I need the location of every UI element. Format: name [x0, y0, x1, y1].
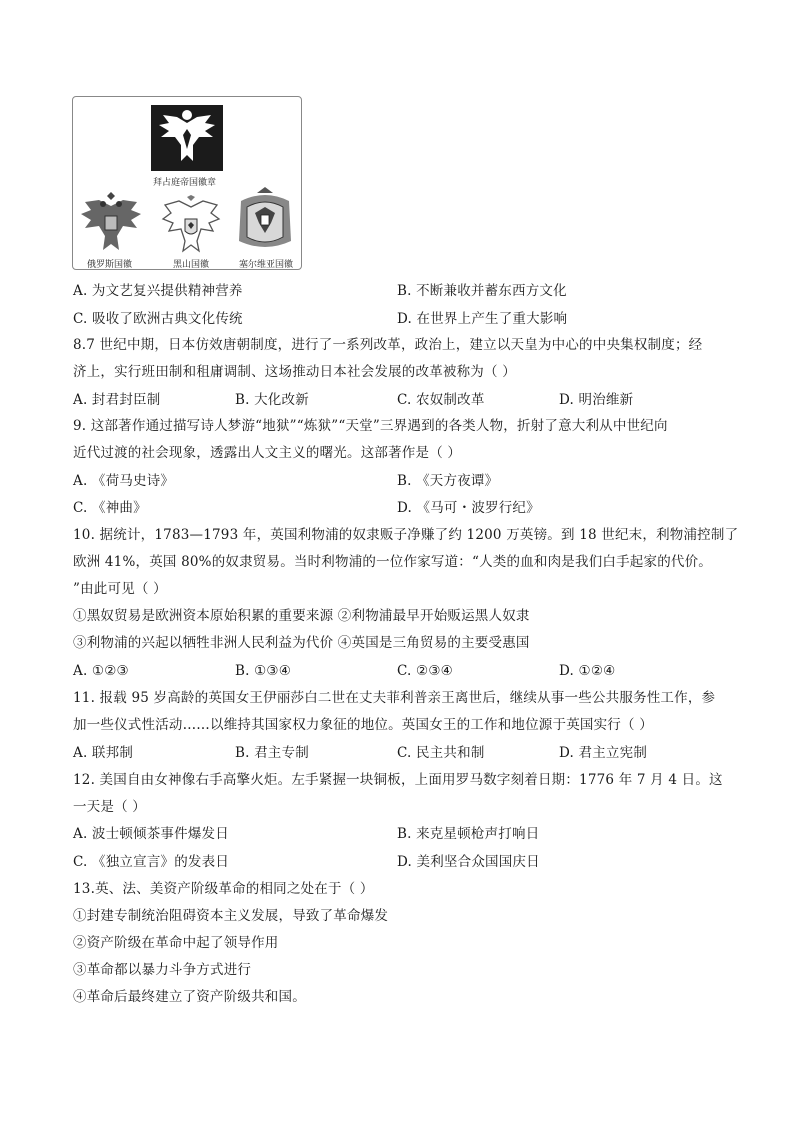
- q13-statement-3: ③革命都以暴力斗争方式进行: [73, 962, 252, 978]
- q11-stem-line-1: 11. 报载 95 岁高龄的英国女王伊丽莎白二世在丈夫菲利普亲王离世后，继续从事一些公共服务性工作，参: [73, 690, 716, 706]
- q11-option-d: D. 君主立宪制: [559, 745, 648, 761]
- q10-statement-line-2: ③利物浦的兴起以牺牲非洲人民利益为代价 ④英国是三角贸易的主要受惠国: [73, 635, 530, 651]
- q7-option-c: C. 吸收了欧洲古典文化传统: [73, 311, 243, 327]
- q8-stem-line-2: 济上，实行班田制和租庸调制、这场推动日本社会发展的改革被称为（ ）: [73, 364, 516, 380]
- q13-statement-2: ②资产阶级在革命中起了领导作用: [73, 935, 279, 951]
- q12-stem-line-2: 一天是（ ）: [73, 799, 146, 815]
- q11-option-c: C. 民主共和制: [397, 745, 485, 761]
- caption-montenegro: 黑山国徽: [173, 260, 210, 270]
- q9-option-d: D. 《马可・波罗行纪》: [397, 500, 540, 516]
- q12-option-c: C. 《独立宣言》的发表日: [73, 854, 230, 870]
- q12-option-d: D. 美利坚合众国国庆日: [397, 854, 540, 870]
- caption-russia: 俄罗斯国徽: [87, 260, 133, 270]
- q10-stem-line-1: 10. 据统计，1783—1793 年，英国利物浦的奴隶贩子净赚了约 1200 万英镑。到 18 世纪末，利物浦控制了: [73, 527, 739, 543]
- q11-option-a: A. 联邦制: [73, 745, 134, 761]
- q13-statement-4: ④革命后最终建立了资产阶级共和国。: [73, 989, 306, 1005]
- q7-option-a: A. 为文艺复兴提供精神营养: [73, 283, 243, 299]
- q10-stem-line-3: ”由此可见（ ）: [73, 581, 167, 597]
- q7-option-b: B. 不断兼收并蓄东西方文化: [397, 283, 567, 299]
- q10-statement-line-1: ①黑奴贸易是欧洲资本原始积累的重要来源 ②利物浦最早开始贩运黑人奴隶: [73, 608, 530, 624]
- q9-stem-line-1: 9. 这部著作通过描写诗人梦游“地狱”“炼狱”“天堂”三界遇到的各类人物，折射了意大利从中世纪向: [73, 418, 668, 434]
- q8-stem-line-1: 8.7 世纪中期，日本仿效唐朝制度，进行了一系列改革，政治上，建立以天皇为中心的中央集权制度；经: [73, 337, 703, 353]
- montenegro-coat-of-arms-icon: [161, 195, 221, 253]
- q9-option-b: B. 《天方夜谭》: [397, 473, 499, 489]
- q7-option-d: D. 在世界上产生了重大影响: [397, 311, 568, 327]
- q10-stem-line-2: 欧洲 41%，英国 80%的奴隶贸易。当时利物浦的一位作家写道：“人类的血和肉是我们白手起家的代价。: [73, 554, 712, 570]
- q9-option-a: A. 《荷马史诗》: [73, 473, 175, 489]
- q10-option-b: B. ①③④: [235, 663, 292, 679]
- q9-stem-line-2: 近代过渡的社会现象，透露出人文主义的曙光。这部著作是（ ）: [73, 445, 462, 461]
- caption-serbia: 塞尔维亚国徽: [239, 260, 294, 270]
- q12-option-a: A. 波士顿倾茶事件爆发日: [73, 826, 229, 842]
- q11-stem-line-2: 加一些仪式性活动……以维持其国家权力象征的地位。英国女王的工作和地位源于英国实行（ ）: [73, 717, 653, 733]
- russian-coat-of-arms-icon: [79, 192, 143, 254]
- q10-option-a: A. ①②③: [73, 663, 129, 679]
- q8-option-b: B. 大化改新: [235, 392, 309, 408]
- byzantine-double-eagle-emblem-icon: [151, 105, 223, 171]
- q9-option-c: C. 《神曲》: [73, 500, 147, 516]
- serbian-coat-of-arms-icon: [233, 183, 297, 253]
- q8-option-d: D. 明治维新: [559, 392, 634, 408]
- q13-stem-line-1: 13.英、法、美资产阶级革命的相同之处在于（ ）: [73, 881, 374, 897]
- q10-option-c: C. ②③④: [397, 663, 453, 679]
- q8-option-c: C. 农奴制改革: [397, 392, 485, 408]
- caption-byzantine: 拜占庭帝国徽章: [153, 178, 217, 188]
- q11-option-b: B. 君主专制: [235, 745, 309, 761]
- q12-option-b: B. 来克星顿枪声打响日: [397, 826, 540, 842]
- emblems-figure: [72, 96, 302, 270]
- q10-option-d: D. ①②④: [559, 663, 616, 679]
- q13-statement-1: ①封建专制统治阻碍资本主义发展，导致了革命爆发: [73, 908, 389, 924]
- q12-stem-line-1: 12. 美国自由女神像右手高擎火炬。左手紧握一块铜板，上面用罗马数字刻着日期：1776 年 7 月 4 日。这: [73, 772, 723, 788]
- q8-option-a: A. 封君封臣制: [73, 392, 161, 408]
